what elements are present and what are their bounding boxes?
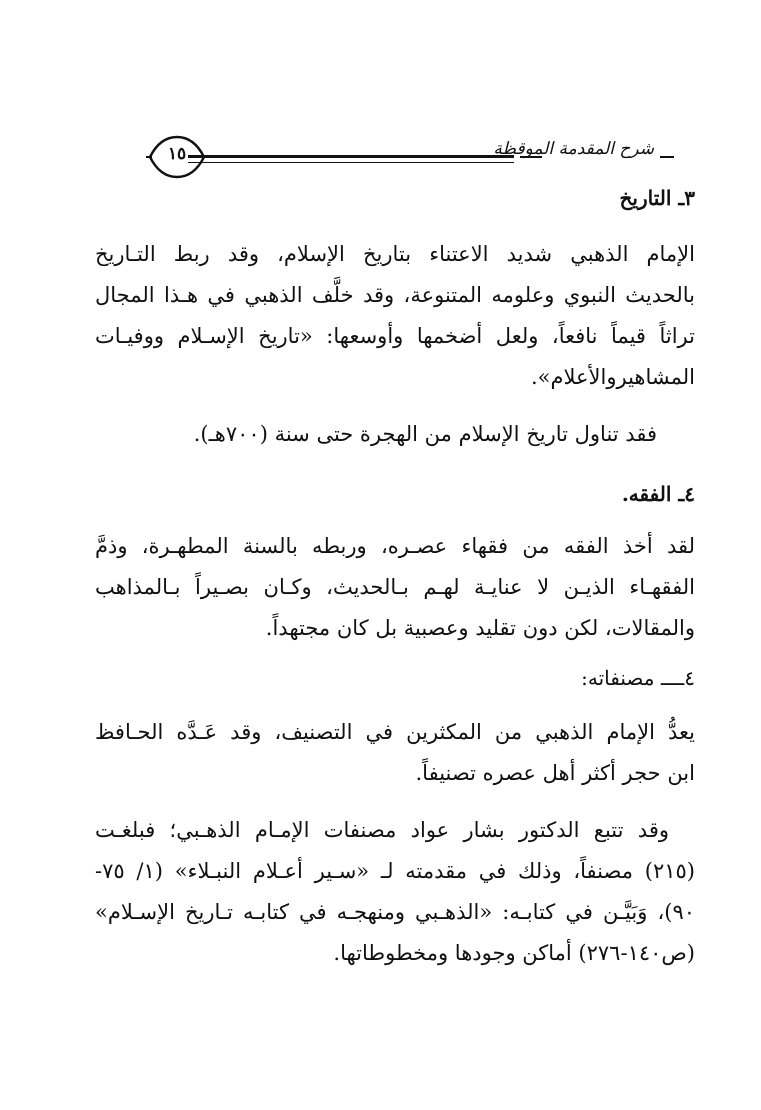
running-header — [118, 133, 674, 181]
section-heading-works: ٤ــــ مصنفاته: — [581, 666, 695, 690]
header-rule — [188, 155, 514, 158]
paragraph-works — [95, 712, 695, 794]
section-heading-fiqh: ٤ـ الفقه. — [621, 482, 695, 506]
text-line: ٩٠)، وَبَيَّـن في كتابـه: «الذهـبي ومنهجـه في كتابـه تـاريخ الإسـلام» — [95, 900, 695, 924]
paragraph-history — [95, 234, 695, 398]
text-line: وقد تتبع الدكتور بشار عواد مصنفات الإمـام الذهـبي؛ فبلغـت — [95, 818, 669, 842]
paragraph-works-detail — [95, 810, 695, 974]
text-line: بالحديث النبوي وعلومه المتنوعة، وقد خلَّف الذهبي في هـذا المجال — [95, 283, 695, 307]
text-line: المشاهيروالأعلام». — [530, 365, 695, 389]
text-line: فقد تناول تاريخ الإسلام من الهجرة حتى سنة (٧٠٠هـ). — [193, 422, 657, 446]
section-heading-history: ٣ـ التاريخ — [619, 186, 695, 210]
text-line: والمقالات، لكن دون تقليد وعصبية بل كان مجتهداً. — [265, 616, 695, 640]
page-number: ١٥ — [167, 144, 187, 164]
text-line: يعدُّ الإمام الذهبي من المكثرين في التصنيف، وقد عَـدَّه الحـافظ — [95, 720, 695, 744]
paragraph-history-extra — [95, 414, 695, 455]
header-rule-thin — [188, 162, 514, 163]
text-line: (٢١٥) مصنفاً، وذلك في مقدمته لـ «سـير أعـلام النبـلاء» (١/ ٧٥- — [95, 859, 695, 883]
text-line: الإمام الذهبي شديد الاعتناء بتاريخ الإسلام، وقد ربط التـاريخ — [95, 242, 695, 266]
text-line: الفقهـاء الذيـن لا عنايـة لهـم بـالحديث، وكـان بصـيراً بـالمذاهب — [95, 575, 695, 599]
text-line: (ص١٤٠-٢٧٦) أماكن وجودها ومخطوطاتها. — [333, 941, 695, 965]
book-title: شرح المقدمة الموقظة — [493, 139, 654, 159]
text-line: لقد أخذ الفقه من فقهاء عصـره، وربطه بالسنة المطهـرة، وذمَّ — [95, 534, 695, 558]
text-line: تراثاً قيماً نافعاً، ولعل أضخمها وأوسعها: «تاريخ الإسـلام ووفيـات — [95, 324, 695, 348]
header-dash-right — [660, 156, 674, 158]
text-line: ابن حجر أكثر أهل عصره تصنيفاً. — [415, 761, 695, 785]
paragraph-fiqh — [95, 526, 695, 649]
